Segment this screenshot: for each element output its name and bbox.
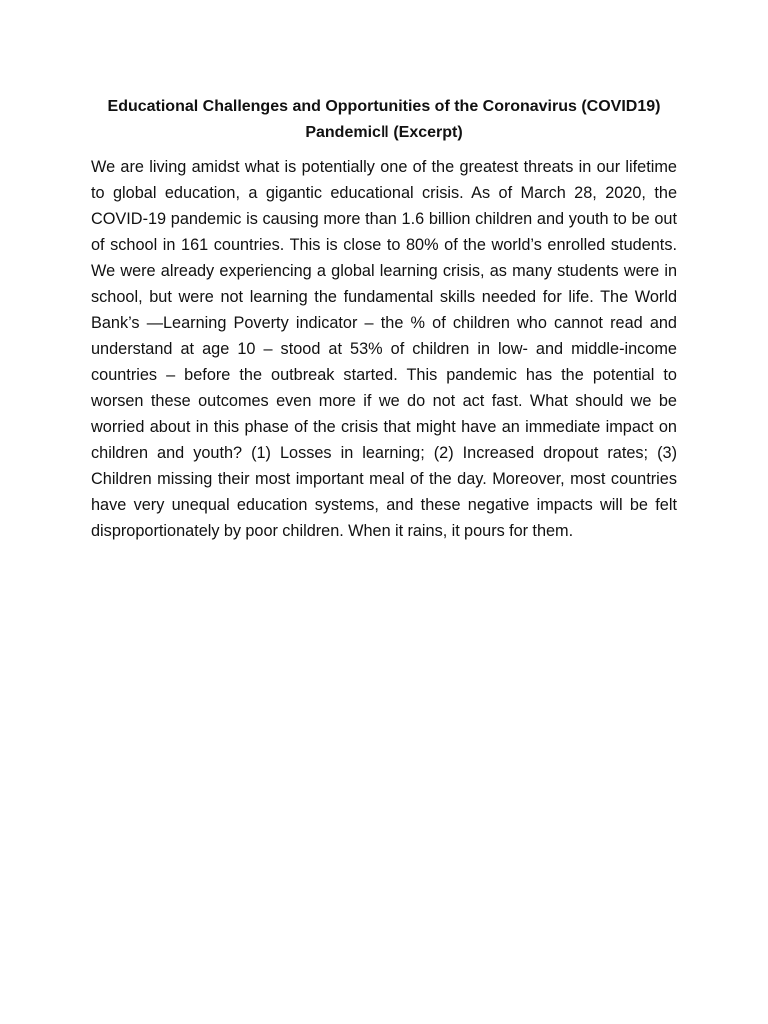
- body-paragraph: We are living amidst what is potentially one of the greatest threats in our lifetime to global education, a gigantic educational crisis. As of March 28, 2020, the COVID-19 pandemic is causing more than 1.6 billion children and youth to be out of school in 161 countries. This is close to 80% of the world’s enrolled students. We were already experiencing a global learning crisis, as many students were in school, but were not learning the fundamental skills needed for life. The World Bank’s ―Learning Poverty indicator – the % of children who cannot read and understand at age 10 – stood at 53% of children in low- and middle-income countries – before the outbreak started. This pandemic has the potential to worsen these outcomes even more if we do not act fast. What should we be worried about in this phase of the crisis that might have an immediate impact on children and youth? (1) Losses in learning; (2) Increased dropout rates; (3) Children missing their most important meal of the day. Moreover, most countries have very unequal education systems, and these negative impacts will be felt disproportionately by poor children. When it rains, it pours for them.: [91, 158, 677, 540]
- document-title: Educational Challenges and Opportunities of the Coronavirus (COVID19) Pandemic‖ (Excerpt): [107, 98, 661, 141]
